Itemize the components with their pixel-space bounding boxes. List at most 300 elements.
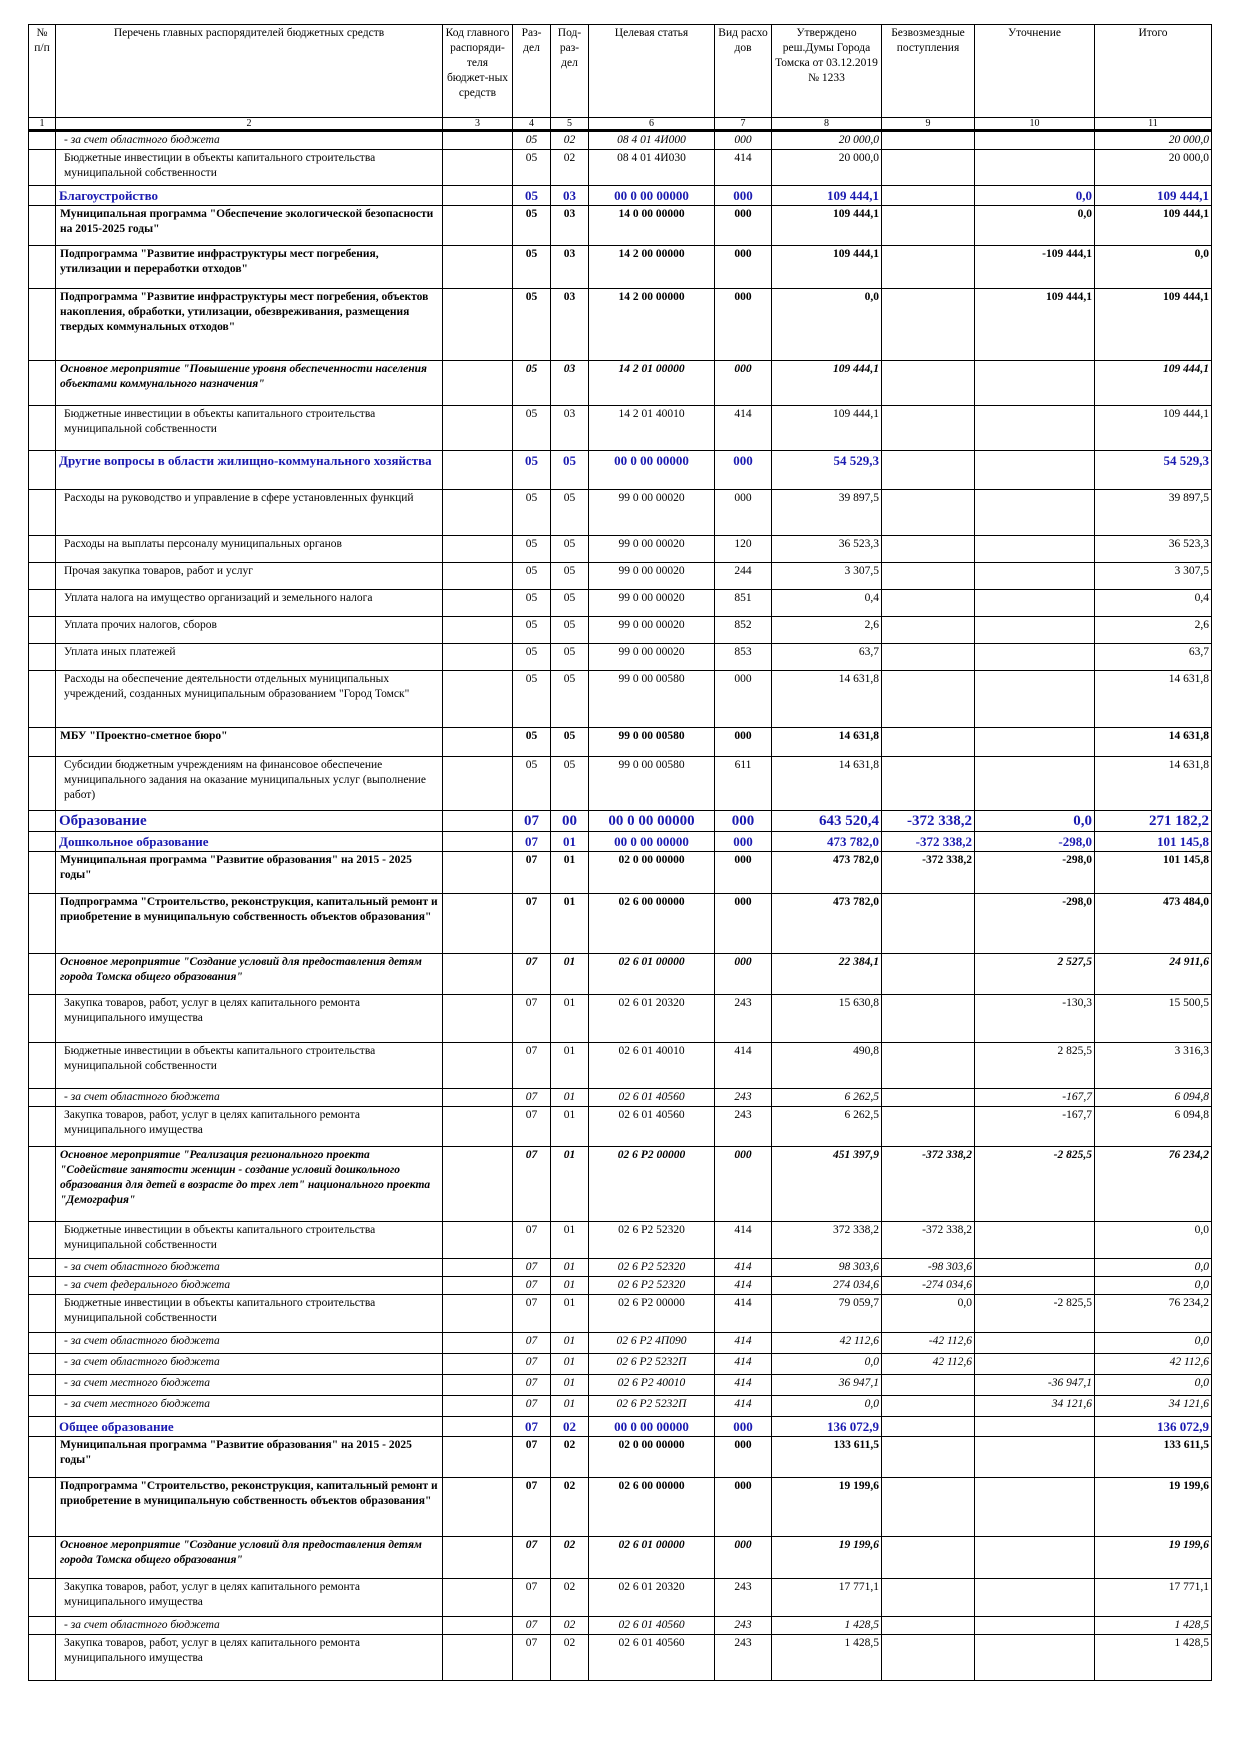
podrazdel-cell: 05 bbox=[551, 490, 589, 536]
change-amount-cell bbox=[975, 563, 1095, 590]
row-number-cell bbox=[29, 1043, 56, 1089]
total-amount-cell: 2,6 bbox=[1095, 617, 1212, 644]
podrazdel-cell: 02 bbox=[551, 1579, 589, 1617]
admin-code-cell bbox=[443, 757, 513, 811]
admin-code-cell bbox=[443, 1089, 513, 1107]
approved-amount-cell: 63,7 bbox=[772, 644, 882, 671]
grants-amount-cell bbox=[882, 536, 975, 563]
grants-amount-cell: -372 338,2 bbox=[882, 1222, 975, 1259]
podrazdel-cell: 02 bbox=[551, 131, 589, 150]
podrazdel-cell: 02 bbox=[551, 1635, 589, 1681]
total-amount-cell: 39 897,5 bbox=[1095, 490, 1212, 536]
target-article-cell: 99 0 00 00580 bbox=[589, 671, 715, 728]
admin-code-cell bbox=[443, 995, 513, 1043]
podrazdel-cell: 03 bbox=[551, 186, 589, 206]
expense-type-cell: 414 bbox=[715, 1043, 772, 1089]
table-row bbox=[29, 1295, 1212, 1333]
table-row bbox=[29, 671, 1212, 728]
header-change: Уточнение bbox=[975, 25, 1095, 118]
target-article-cell: 14 2 00 00000 bbox=[589, 289, 715, 361]
total-amount-cell: 20 000,0 bbox=[1095, 150, 1212, 186]
item-name-cell: Закупка товаров, работ, услуг в целях капитального ремонта муниципального имущества bbox=[56, 1107, 443, 1147]
item-name-cell: - за счет федерального бюджета bbox=[56, 1277, 443, 1295]
row-number-cell bbox=[29, 644, 56, 671]
approved-amount-cell: 490,8 bbox=[772, 1043, 882, 1089]
column-number: 4 bbox=[513, 118, 551, 131]
table-row bbox=[29, 490, 1212, 536]
expense-type-cell: 243 bbox=[715, 995, 772, 1043]
podrazdel-cell: 01 bbox=[551, 894, 589, 954]
row-number-cell bbox=[29, 617, 56, 644]
razdel-cell: 07 bbox=[513, 1277, 551, 1295]
total-amount-cell: 20 000,0 bbox=[1095, 131, 1212, 150]
row-number-cell bbox=[29, 728, 56, 757]
table-row bbox=[29, 1277, 1212, 1295]
razdel-cell: 05 bbox=[513, 361, 551, 406]
change-amount-cell bbox=[975, 728, 1095, 757]
target-article-cell: 00 0 00 00000 bbox=[589, 811, 715, 832]
row-number-cell bbox=[29, 406, 56, 451]
razdel-cell: 07 bbox=[513, 1579, 551, 1617]
item-name-cell: - за счет местного бюджета bbox=[56, 1396, 443, 1417]
row-number-cell bbox=[29, 1478, 56, 1537]
total-amount-cell: 0,4 bbox=[1095, 590, 1212, 617]
change-amount-cell: -130,3 bbox=[975, 995, 1095, 1043]
row-number-cell bbox=[29, 246, 56, 289]
grants-amount-cell: 0,0 bbox=[882, 1295, 975, 1333]
table-row bbox=[29, 954, 1212, 995]
podrazdel-cell: 01 bbox=[551, 954, 589, 995]
item-name-cell: Уплата прочих налогов, сборов bbox=[56, 617, 443, 644]
row-number-cell bbox=[29, 757, 56, 811]
item-name-cell: Закупка товаров, работ, услуг в целях капитального ремонта муниципального имущества bbox=[56, 995, 443, 1043]
razdel-cell: 07 bbox=[513, 1222, 551, 1259]
change-amount-cell: -109 444,1 bbox=[975, 246, 1095, 289]
approved-amount-cell: 20 000,0 bbox=[772, 131, 882, 150]
podrazdel-cell: 01 bbox=[551, 1277, 589, 1295]
approved-amount-cell: 98 303,6 bbox=[772, 1259, 882, 1277]
grants-amount-cell bbox=[882, 954, 975, 995]
change-amount-cell bbox=[975, 644, 1095, 671]
approved-amount-cell: 54 529,3 bbox=[772, 451, 882, 490]
column-number: 11 bbox=[1095, 118, 1212, 131]
total-amount-cell: 271 182,2 bbox=[1095, 811, 1212, 832]
grants-amount-cell bbox=[882, 1417, 975, 1437]
razdel-cell: 05 bbox=[513, 671, 551, 728]
approved-amount-cell: 109 444,1 bbox=[772, 206, 882, 246]
podrazdel-cell: 03 bbox=[551, 246, 589, 289]
podrazdel-cell: 03 bbox=[551, 406, 589, 451]
table-row bbox=[29, 1222, 1212, 1259]
target-article-cell: 02 6 01 40560 bbox=[589, 1107, 715, 1147]
podrazdel-cell: 01 bbox=[551, 1222, 589, 1259]
change-amount-cell bbox=[975, 590, 1095, 617]
approved-amount-cell: 6 262,5 bbox=[772, 1089, 882, 1107]
row-number-cell bbox=[29, 289, 56, 361]
item-name-cell: Бюджетные инвестиции в объекты капитального строительства муниципальной собственности bbox=[56, 1222, 443, 1259]
total-amount-cell: 14 631,8 bbox=[1095, 757, 1212, 811]
approved-amount-cell: 14 631,8 bbox=[772, 757, 882, 811]
razdel-cell: 07 bbox=[513, 1617, 551, 1635]
row-number-cell bbox=[29, 490, 56, 536]
podrazdel-cell: 01 bbox=[551, 1295, 589, 1333]
admin-code-cell bbox=[443, 811, 513, 832]
razdel-cell: 07 bbox=[513, 1333, 551, 1354]
grants-amount-cell bbox=[882, 246, 975, 289]
target-article-cell: 99 0 00 00580 bbox=[589, 728, 715, 757]
item-name-cell: Бюджетные инвестиции в объекты капитального строительства муниципальной собственности bbox=[56, 406, 443, 451]
change-amount-cell: 34 121,6 bbox=[975, 1396, 1095, 1417]
budget-document bbox=[28, 24, 1211, 1681]
target-article-cell: 02 6 P2 5232П bbox=[589, 1396, 715, 1417]
row-number-cell bbox=[29, 1295, 56, 1333]
table-row bbox=[29, 757, 1212, 811]
razdel-cell: 07 bbox=[513, 852, 551, 894]
row-number-cell bbox=[29, 894, 56, 954]
target-article-cell: 02 6 P2 00000 bbox=[589, 1295, 715, 1333]
admin-code-cell bbox=[443, 1375, 513, 1396]
admin-code-cell bbox=[443, 1277, 513, 1295]
podrazdel-cell: 05 bbox=[551, 671, 589, 728]
target-article-cell: 99 0 00 00020 bbox=[589, 536, 715, 563]
target-article-cell: 02 6 01 40010 bbox=[589, 1043, 715, 1089]
expense-type-cell: 414 bbox=[715, 1396, 772, 1417]
approved-amount-cell: 109 444,1 bbox=[772, 361, 882, 406]
approved-amount-cell: 79 059,7 bbox=[772, 1295, 882, 1333]
podrazdel-cell: 01 bbox=[551, 1375, 589, 1396]
target-article-cell: 02 0 00 00000 bbox=[589, 1437, 715, 1478]
expense-type-cell: 000 bbox=[715, 490, 772, 536]
expense-type-cell: 000 bbox=[715, 852, 772, 894]
table-row bbox=[29, 644, 1212, 671]
approved-amount-cell: 643 520,4 bbox=[772, 811, 882, 832]
total-amount-cell: 109 444,1 bbox=[1095, 289, 1212, 361]
razdel-cell: 05 bbox=[513, 131, 551, 150]
admin-code-cell bbox=[443, 246, 513, 289]
approved-amount-cell: 42 112,6 bbox=[772, 1333, 882, 1354]
approved-amount-cell: 20 000,0 bbox=[772, 150, 882, 186]
expense-type-cell: 120 bbox=[715, 536, 772, 563]
grants-amount-cell bbox=[882, 563, 975, 590]
razdel-cell: 07 bbox=[513, 1295, 551, 1333]
table-row bbox=[29, 1579, 1212, 1617]
total-amount-cell: 14 631,8 bbox=[1095, 671, 1212, 728]
target-article-cell: 02 6 01 40560 bbox=[589, 1635, 715, 1681]
item-name-cell: Уплата иных платежей bbox=[56, 644, 443, 671]
admin-code-cell bbox=[443, 1417, 513, 1437]
change-amount-cell: -2 825,5 bbox=[975, 1295, 1095, 1333]
total-amount-cell: 109 444,1 bbox=[1095, 361, 1212, 406]
grants-amount-cell bbox=[882, 186, 975, 206]
grants-amount-cell bbox=[882, 1043, 975, 1089]
table-row bbox=[29, 406, 1212, 451]
approved-amount-cell: 17 771,1 bbox=[772, 1579, 882, 1617]
target-article-cell: 02 0 00 00000 bbox=[589, 852, 715, 894]
expense-type-cell: 414 bbox=[715, 406, 772, 451]
razdel-cell: 05 bbox=[513, 406, 551, 451]
grants-amount-cell bbox=[882, 1579, 975, 1617]
grants-amount-cell bbox=[882, 1617, 975, 1635]
table-row bbox=[29, 590, 1212, 617]
grants-amount-cell: -98 303,6 bbox=[882, 1259, 975, 1277]
item-name-cell: Подпрограмма "Развитие инфраструктуры мест погребения, объектов накопления, обработки, утилизации, обезвреживания, размещения твердых коммунальных отходов" bbox=[56, 289, 443, 361]
podrazdel-cell: 01 bbox=[551, 1089, 589, 1107]
podrazdel-cell: 03 bbox=[551, 206, 589, 246]
change-amount-cell bbox=[975, 1478, 1095, 1537]
total-amount-cell: 473 484,0 bbox=[1095, 894, 1212, 954]
razdel-cell: 05 bbox=[513, 728, 551, 757]
podrazdel-cell: 05 bbox=[551, 728, 589, 757]
change-amount-cell: 2 825,5 bbox=[975, 1043, 1095, 1089]
table-row bbox=[29, 1478, 1212, 1537]
expense-type-cell: 000 bbox=[715, 894, 772, 954]
grants-amount-cell bbox=[882, 150, 975, 186]
expense-type-cell: 611 bbox=[715, 757, 772, 811]
razdel-cell: 07 bbox=[513, 1259, 551, 1277]
row-number-cell bbox=[29, 1537, 56, 1579]
item-name-cell: Основное мероприятие "Повышение уровня обеспеченности населения объектами коммунального назначения" bbox=[56, 361, 443, 406]
change-amount-cell bbox=[975, 1354, 1095, 1375]
item-name-cell: Муниципальная программа "Развитие образования" на 2015 - 2025 годы" bbox=[56, 1437, 443, 1478]
row-number-cell bbox=[29, 206, 56, 246]
podrazdel-cell: 05 bbox=[551, 644, 589, 671]
razdel-cell: 07 bbox=[513, 1437, 551, 1478]
podrazdel-cell: 05 bbox=[551, 590, 589, 617]
grants-amount-cell bbox=[882, 1478, 975, 1537]
admin-code-cell bbox=[443, 1295, 513, 1333]
header-expense-type: Вид расхо дов bbox=[715, 25, 772, 118]
table-row bbox=[29, 536, 1212, 563]
row-number-cell bbox=[29, 954, 56, 995]
header-target-article: Целевая статья bbox=[589, 25, 715, 118]
header-number: № п/п bbox=[29, 25, 56, 118]
target-article-cell: 14 0 00 00000 bbox=[589, 206, 715, 246]
grants-amount-cell bbox=[882, 728, 975, 757]
row-number-cell bbox=[29, 1635, 56, 1681]
table-row bbox=[29, 1635, 1212, 1681]
row-number-cell bbox=[29, 186, 56, 206]
expense-type-cell: 000 bbox=[715, 131, 772, 150]
item-name-cell: Расходы на выплаты персоналу муниципальных органов bbox=[56, 536, 443, 563]
column-number: 5 bbox=[551, 118, 589, 131]
table-row bbox=[29, 1333, 1212, 1354]
expense-type-cell: 414 bbox=[715, 1222, 772, 1259]
item-name-cell: Основное мероприятие "Реализация регионального проекта "Содействие занятости женщин - создание условий дошкольного образования для детей в возрасте до трех лет" национального проекта "Демография" bbox=[56, 1147, 443, 1222]
podrazdel-cell: 01 bbox=[551, 1354, 589, 1375]
podrazdel-cell: 05 bbox=[551, 536, 589, 563]
expense-type-cell: 243 bbox=[715, 1617, 772, 1635]
column-number: 2 bbox=[56, 118, 443, 131]
razdel-cell: 05 bbox=[513, 563, 551, 590]
podrazdel-cell: 03 bbox=[551, 361, 589, 406]
item-name-cell: Муниципальная программа "Обеспечение экологической безопасности на 2015-2025 годы" bbox=[56, 206, 443, 246]
change-amount-cell bbox=[975, 406, 1095, 451]
column-number: 9 bbox=[882, 118, 975, 131]
target-article-cell: 02 6 P2 52320 bbox=[589, 1277, 715, 1295]
change-amount-cell bbox=[975, 1222, 1095, 1259]
grants-amount-cell: -42 112,6 bbox=[882, 1333, 975, 1354]
grants-amount-cell bbox=[882, 131, 975, 150]
table-row bbox=[29, 1396, 1212, 1417]
expense-type-cell: 000 bbox=[715, 1437, 772, 1478]
podrazdel-cell: 01 bbox=[551, 1147, 589, 1222]
razdel-cell: 07 bbox=[513, 1107, 551, 1147]
change-amount-cell bbox=[975, 361, 1095, 406]
total-amount-cell: 76 234,2 bbox=[1095, 1147, 1212, 1222]
razdel-cell: 07 bbox=[513, 954, 551, 995]
table-row bbox=[29, 563, 1212, 590]
razdel-cell: 07 bbox=[513, 1417, 551, 1437]
admin-code-cell bbox=[443, 1579, 513, 1617]
change-amount-cell: 0,0 bbox=[975, 206, 1095, 246]
table-row bbox=[29, 1437, 1212, 1478]
row-number-cell bbox=[29, 590, 56, 617]
admin-code-cell bbox=[443, 206, 513, 246]
razdel-cell: 07 bbox=[513, 1043, 551, 1089]
total-amount-cell: 0,0 bbox=[1095, 1259, 1212, 1277]
expense-type-cell: 851 bbox=[715, 590, 772, 617]
approved-amount-cell: 274 034,6 bbox=[772, 1277, 882, 1295]
approved-amount-cell: 15 630,8 bbox=[772, 995, 882, 1043]
item-name-cell: Другие вопросы в области жилищно-коммунального хозяйства bbox=[56, 451, 443, 490]
target-article-cell: 14 2 00 00000 bbox=[589, 246, 715, 289]
table-row bbox=[29, 206, 1212, 246]
change-amount-cell: -36 947,1 bbox=[975, 1375, 1095, 1396]
row-number-cell bbox=[29, 361, 56, 406]
total-amount-cell: 6 094,8 bbox=[1095, 1107, 1212, 1147]
razdel-cell: 07 bbox=[513, 1089, 551, 1107]
approved-amount-cell: 19 199,6 bbox=[772, 1537, 882, 1579]
change-amount-cell: -298,0 bbox=[975, 852, 1095, 894]
admin-code-cell bbox=[443, 1107, 513, 1147]
admin-code-cell bbox=[443, 186, 513, 206]
grants-amount-cell bbox=[882, 894, 975, 954]
admin-code-cell bbox=[443, 1354, 513, 1375]
total-amount-cell: 19 199,6 bbox=[1095, 1478, 1212, 1537]
grants-amount-cell bbox=[882, 590, 975, 617]
table-row bbox=[29, 1089, 1212, 1107]
target-article-cell: 02 6 01 20320 bbox=[589, 1579, 715, 1617]
change-amount-cell bbox=[975, 1579, 1095, 1617]
item-name-cell: - за счет областного бюджета bbox=[56, 1354, 443, 1375]
item-name-cell: МБУ "Проектно-сметное бюро" bbox=[56, 728, 443, 757]
change-amount-cell bbox=[975, 1635, 1095, 1681]
admin-code-cell bbox=[443, 1635, 513, 1681]
approved-amount-cell: 6 262,5 bbox=[772, 1107, 882, 1147]
expense-type-cell: 000 bbox=[715, 289, 772, 361]
podrazdel-cell: 02 bbox=[551, 1537, 589, 1579]
table-header bbox=[29, 25, 1212, 131]
change-amount-cell: 0,0 bbox=[975, 186, 1095, 206]
grants-amount-cell: -372 338,2 bbox=[882, 832, 975, 852]
item-name-cell: Подпрограмма "Строительство, реконструкция, капитальный ремонт и приобретение в муниципальную собственность объектов образования" bbox=[56, 1478, 443, 1537]
expense-type-cell: 000 bbox=[715, 832, 772, 852]
table-row bbox=[29, 894, 1212, 954]
approved-amount-cell: 1 428,5 bbox=[772, 1635, 882, 1681]
item-name-cell: Бюджетные инвестиции в объекты капитального строительства муниципальной собственности bbox=[56, 150, 443, 186]
row-number-cell bbox=[29, 150, 56, 186]
expense-type-cell: 000 bbox=[715, 361, 772, 406]
target-article-cell: 08 4 01 4И000 bbox=[589, 131, 715, 150]
total-amount-cell: 3 307,5 bbox=[1095, 563, 1212, 590]
grants-amount-cell bbox=[882, 995, 975, 1043]
item-name-cell: Закупка товаров, работ, услуг в целях капитального ремонта муниципального имущества bbox=[56, 1579, 443, 1617]
expense-type-cell: 414 bbox=[715, 150, 772, 186]
row-number-cell bbox=[29, 1222, 56, 1259]
admin-code-cell bbox=[443, 1043, 513, 1089]
total-amount-cell: 76 234,2 bbox=[1095, 1295, 1212, 1333]
target-article-cell: 02 6 P2 4П090 bbox=[589, 1333, 715, 1354]
header-name: Перечень главных распорядителей бюджетных средств bbox=[56, 25, 443, 118]
change-amount-cell: 109 444,1 bbox=[975, 289, 1095, 361]
razdel-cell: 07 bbox=[513, 1354, 551, 1375]
admin-code-cell bbox=[443, 490, 513, 536]
change-amount-cell bbox=[975, 1417, 1095, 1437]
target-article-cell: 02 6 00 00000 bbox=[589, 894, 715, 954]
change-amount-cell bbox=[975, 757, 1095, 811]
podrazdel-cell: 01 bbox=[551, 832, 589, 852]
table-row bbox=[29, 811, 1212, 832]
razdel-cell: 05 bbox=[513, 451, 551, 490]
total-amount-cell: 1 428,5 bbox=[1095, 1617, 1212, 1635]
column-number: 3 bbox=[443, 118, 513, 131]
razdel-cell: 05 bbox=[513, 617, 551, 644]
change-amount-cell bbox=[975, 1277, 1095, 1295]
razdel-cell: 05 bbox=[513, 757, 551, 811]
change-amount-cell bbox=[975, 617, 1095, 644]
expense-type-cell: 414 bbox=[715, 1259, 772, 1277]
podrazdel-cell: 01 bbox=[551, 852, 589, 894]
total-amount-cell: 0,0 bbox=[1095, 1222, 1212, 1259]
grants-amount-cell bbox=[882, 617, 975, 644]
expense-type-cell: 000 bbox=[715, 1478, 772, 1537]
item-name-cell: - за счет местного бюджета bbox=[56, 1375, 443, 1396]
admin-code-cell bbox=[443, 1478, 513, 1537]
row-number-cell bbox=[29, 852, 56, 894]
total-amount-cell: 109 444,1 bbox=[1095, 186, 1212, 206]
expense-type-cell: 853 bbox=[715, 644, 772, 671]
admin-code-cell bbox=[443, 728, 513, 757]
expense-type-cell: 000 bbox=[715, 1417, 772, 1437]
table-row bbox=[29, 186, 1212, 206]
item-name-cell: Бюджетные инвестиции в объекты капитального строительства муниципальной собственности bbox=[56, 1295, 443, 1333]
row-number-cell bbox=[29, 1396, 56, 1417]
razdel-cell: 07 bbox=[513, 1375, 551, 1396]
item-name-cell: Расходы на обеспечение деятельности отдельных муниципальных учреждений, созданных муниципальным образованием "Город Томск" bbox=[56, 671, 443, 728]
grants-amount-cell: -372 338,2 bbox=[882, 811, 975, 832]
item-name-cell: Дошкольное образование bbox=[56, 832, 443, 852]
change-amount-cell: -167,7 bbox=[975, 1107, 1095, 1147]
grants-amount-cell bbox=[882, 1107, 975, 1147]
approved-amount-cell: 3 307,5 bbox=[772, 563, 882, 590]
change-amount-cell bbox=[975, 1537, 1095, 1579]
podrazdel-cell: 05 bbox=[551, 757, 589, 811]
target-article-cell: 00 0 00 00000 bbox=[589, 832, 715, 852]
admin-code-cell bbox=[443, 852, 513, 894]
admin-code-cell bbox=[443, 1259, 513, 1277]
razdel-cell: 05 bbox=[513, 590, 551, 617]
change-amount-cell bbox=[975, 1617, 1095, 1635]
header-razdel: Раз-дел bbox=[513, 25, 551, 118]
admin-code-cell bbox=[443, 1617, 513, 1635]
row-number-cell bbox=[29, 995, 56, 1043]
approved-amount-cell: 473 782,0 bbox=[772, 894, 882, 954]
approved-amount-cell: 2,6 bbox=[772, 617, 882, 644]
row-number-cell bbox=[29, 1333, 56, 1354]
table-row bbox=[29, 852, 1212, 894]
grants-amount-cell: 42 112,6 bbox=[882, 1354, 975, 1375]
approved-amount-cell: 14 631,8 bbox=[772, 728, 882, 757]
